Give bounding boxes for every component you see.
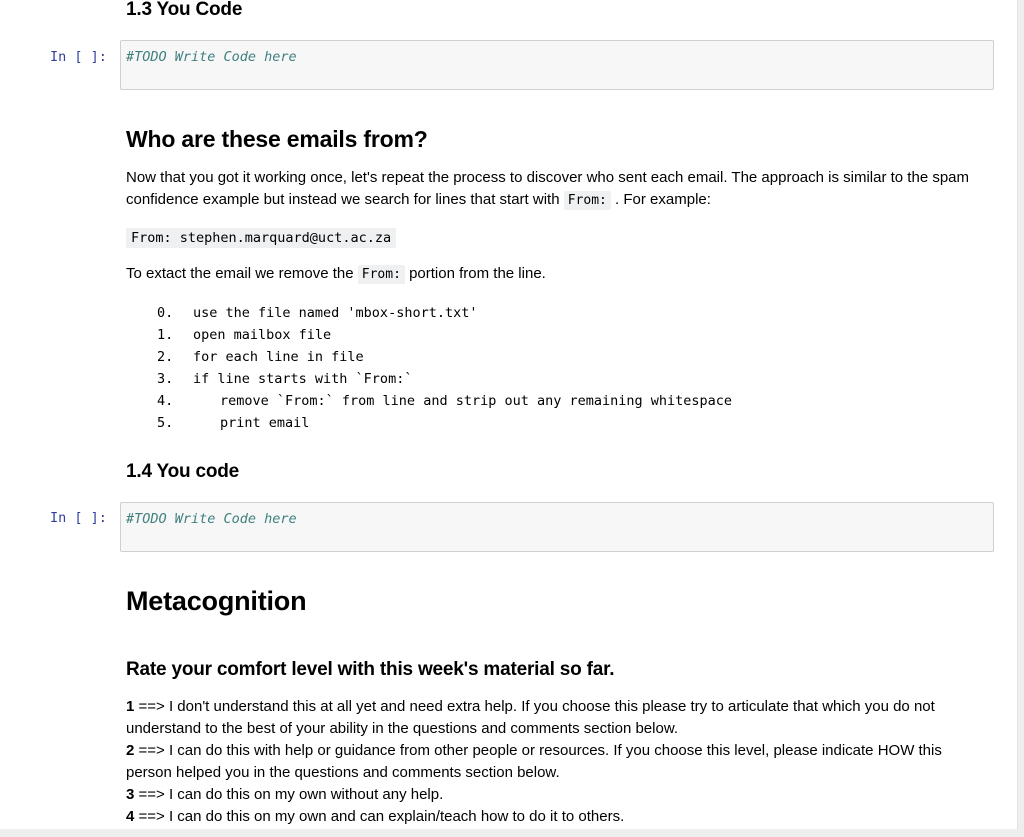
rating-text: ==> I can do this on my own without any help.	[134, 786, 444, 803]
algorithm-steps-list	[157, 302, 732, 434]
para2-text-b: portion from the line.	[404, 265, 546, 282]
step-item	[157, 302, 732, 324]
para2-text-a: To extact the email we remove the	[126, 265, 358, 282]
para1-text-b: . For example:	[610, 191, 711, 208]
para1-text-a: Now that you got it working once, let's repeat the process to discover who sent each email. The approach is similar to the spam confidence example but instead we search for lines that start with	[126, 169, 970, 208]
heading-text: 1.3 You Code	[126, 0, 243, 20]
section-1-3-heading	[126, 0, 976, 21]
step-number: 1.	[157, 327, 174, 343]
step-item	[157, 324, 732, 346]
step-text: for each line in file	[193, 349, 364, 365]
cell-1-code-comment[interactable]: #TODO Write Code here	[126, 49, 297, 65]
comfort-level-heading-text: Rate your comfort level with this week's material so far.	[126, 659, 615, 680]
para1-inline-code: From:	[564, 191, 611, 210]
cell-2-code-comment[interactable]: #TODO Write Code here	[126, 511, 297, 527]
rating-text: ==> I can do this on my own and can explain/teach how to do it to others.	[134, 808, 625, 825]
step-number: 0.	[157, 305, 174, 321]
step-number: 5.	[157, 415, 174, 431]
rating-number: 3	[126, 786, 135, 803]
cell-1-prompt: In [ ]:	[50, 49, 107, 65]
emails-heading	[126, 126, 976, 153]
comfort-level-heading	[126, 659, 976, 681]
heading-text: 1.4 You code	[126, 461, 240, 482]
step-item	[157, 368, 732, 390]
step-number: 3.	[157, 371, 174, 387]
rating-3	[126, 784, 976, 806]
page-right-edge	[1017, 0, 1024, 837]
step-text: use the file named 'mbox-short.txt'	[193, 305, 478, 321]
rating-1	[126, 696, 976, 740]
step-item	[157, 390, 732, 412]
ratings-paragraph	[126, 696, 976, 828]
emails-paragraph-2	[126, 263, 976, 286]
emails-heading-text: Who are these emails from?	[126, 126, 428, 152]
rating-text: ==> I don't understand this at all yet and need extra help. If you choose this please try to articulate that which you do not understand to the best of your ability in the questions and comments section below.	[126, 698, 935, 737]
step-number: 2.	[157, 349, 174, 365]
emails-paragraph-1	[126, 167, 976, 212]
metacognition-heading	[126, 586, 976, 617]
step-text: print email	[220, 415, 310, 431]
example-from-line: From: stephen.marquard@uct.ac.za	[126, 228, 396, 248]
step-text: if line starts with `From:`	[193, 371, 413, 387]
rating-text: ==> I can do this with help or guidance from other people or resources. If you choose this level, please indicate HOW this person helped you in the questions and comments section below.	[126, 742, 942, 781]
cell-1-code-input[interactable]	[120, 40, 994, 90]
rating-number: 4	[126, 808, 135, 825]
rating-number: 1	[126, 698, 135, 715]
page-bottom-edge	[0, 829, 1024, 837]
step-number: 4.	[157, 393, 174, 409]
step-text: remove `From:` from line and strip out any remaining whitespace	[220, 393, 733, 409]
metacognition-heading-text: Metacognition	[126, 586, 307, 616]
cell-2-code-input[interactable]	[120, 502, 994, 552]
step-item	[157, 412, 732, 434]
rating-2	[126, 740, 976, 784]
rating-4	[126, 806, 976, 828]
section-1-4-heading	[126, 461, 976, 483]
rating-number: 2	[126, 742, 135, 759]
step-item	[157, 346, 732, 368]
para2-inline-code: From:	[358, 265, 405, 284]
step-text: open mailbox file	[193, 327, 332, 343]
cell-2-prompt: In [ ]:	[50, 510, 107, 526]
